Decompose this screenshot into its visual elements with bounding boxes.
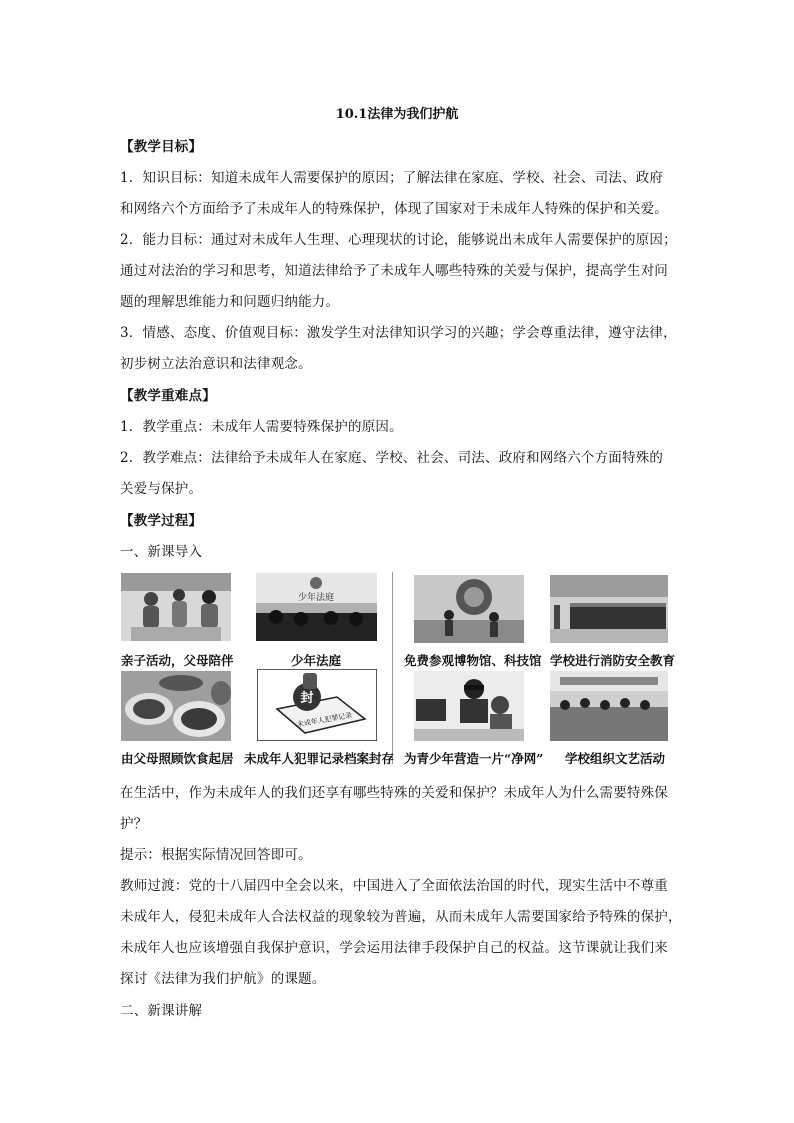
key-point-2-line-2: 关爱与保护。 xyxy=(120,481,203,497)
question-line-1: 在生活中，作为未成年人的我们还享有哪些特殊的关爱和保护？未成年人为什么需要特殊保 xyxy=(120,785,668,801)
objective-1-line-2: 和网络六个方面给予了未成年人的特殊保护，体现了国家对于未成年人特殊的保护和关爱。 xyxy=(120,201,668,217)
photo-juvenile-court xyxy=(256,573,377,641)
objective-2-line-2: 通过对法治的学习和思考，知道法律给予了未成年人哪些特殊的关爱与保护，提高学生对问 xyxy=(120,263,668,279)
photo-family-meal-image xyxy=(121,671,231,741)
hint-text: 提示：根据实际情况回答即可。 xyxy=(120,847,312,863)
objective-1-line-1: 1．知识目标：知道未成年人需要保护的原因；了解法律在家庭、学校、社会、司法、政府 xyxy=(120,170,664,186)
photo-museum xyxy=(414,575,524,643)
photo-sealed-records xyxy=(257,669,377,741)
key-point-1: 1．教学重点：未成年人需要特殊保护的原因。 xyxy=(120,419,403,435)
photo-art-activity-image xyxy=(550,671,668,741)
photo-art-activity xyxy=(550,671,668,741)
seal-character: 封 xyxy=(300,691,314,706)
archive-label: 未成年人犯罪记录 xyxy=(296,711,353,729)
transition-line-3: 未成年人也应该增强自我保护意识，学会运用法律手段保护自己的权益。这节课就让我们来 xyxy=(120,940,668,956)
photo-parent-child-image xyxy=(121,573,231,641)
objective-3-line-1: 3．情感、态度、价值观目标：激发学生对法律知识学习的兴趣；学会尊重法律，遵守法律， xyxy=(120,325,677,341)
objective-2-line-1: 2．能力目标：通过对未成年人生理、心理现状的讨论，能够说出未成年人需要保护的原因； xyxy=(120,232,677,248)
caption-art-activity: 学校组织文艺活动 xyxy=(565,751,666,766)
photo-fire-safety xyxy=(550,575,668,643)
photo-clean-internet-image xyxy=(414,671,524,741)
keypoints-heading: 【教学重难点】 xyxy=(120,388,216,404)
photo-fire-safety-image xyxy=(550,575,668,643)
caption-clean-internet: 为青少年营造一片“净网” xyxy=(404,751,544,766)
caption-juvenile-court: 少年法庭 xyxy=(291,653,342,668)
photo-parent-child xyxy=(121,573,231,641)
question-line-2: 护？ xyxy=(120,816,148,832)
photo-sealed-records-image xyxy=(257,669,377,741)
objectives-heading: 【教学目标】 xyxy=(120,139,203,155)
transition-line-4: 探讨《法律为我们护航》的课题。 xyxy=(120,971,326,987)
photo-family-meal xyxy=(121,671,231,741)
photo-juvenile-court-image xyxy=(256,573,377,641)
key-point-2-line-1: 2．教学难点：法律给予未成年人在家庭、学校、社会、司法、政府和网络六个方面特殊的 xyxy=(120,450,664,466)
lecture-heading: 二、新课讲解 xyxy=(120,1003,203,1019)
objective-3-line-2: 初步树立法治意识和法律观念。 xyxy=(120,356,312,372)
court-sign: 少年法庭 xyxy=(297,593,335,603)
photo-divider xyxy=(392,572,393,764)
transition-line-1: 教师过渡：党的十八届四中全会以来，中国进入了全面依法治国的时代，现实生活中不尊重 xyxy=(120,878,668,894)
photo-clean-internet xyxy=(414,671,524,741)
intro-heading: 一、新课导入 xyxy=(120,544,203,560)
objective-2-line-3: 题的理解思维能力和问题归纳能力。 xyxy=(120,294,340,310)
caption-parent-child: 亲子活动，父母陪伴 xyxy=(121,653,234,668)
photo-museum-image xyxy=(414,575,524,643)
process-heading: 【教学过程】 xyxy=(120,513,203,529)
caption-family-meal: 由父母照顾饮食起居 xyxy=(121,751,234,766)
caption-fire-safety: 学校进行消防安全教育 xyxy=(550,653,676,668)
caption-sealed-records: 未成年人犯罪记录档案封存 xyxy=(244,751,395,766)
caption-museum: 免费参观博物馆、科技馆 xyxy=(404,653,542,668)
transition-line-2: 未成年人，侵犯未成年人合法权益的现象较为普遍，从而未成年人需要国家给予特殊的保护， xyxy=(120,909,682,925)
page-title: 10.1法律为我们护航 xyxy=(335,107,459,122)
